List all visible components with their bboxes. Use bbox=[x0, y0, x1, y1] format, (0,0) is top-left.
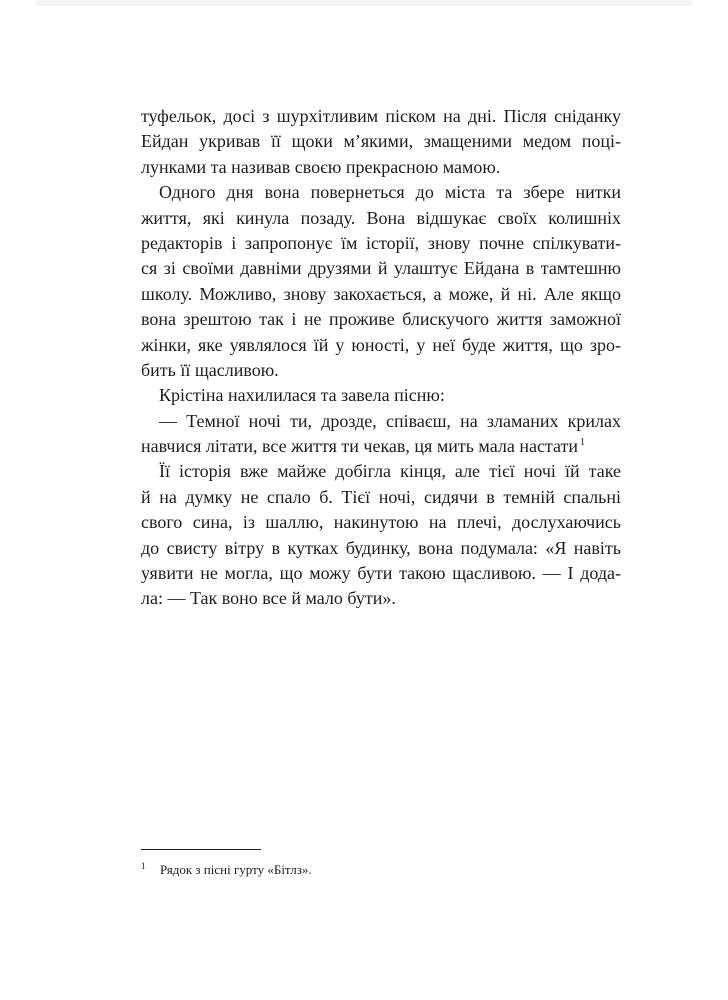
text-line: — Темної ночі ти, дрозде, співаєш, на зламаних крилах bbox=[159, 410, 621, 431]
text-line: туфельок, досі з шурхітливим піском на дні. Після сніданку bbox=[141, 106, 621, 126]
footnote-text: Рядок з пісні гурту «Бітлз». bbox=[160, 862, 312, 877]
page-top-edge bbox=[36, 0, 692, 6]
footnote: 1 Рядок з пісні гурту «Бітлз». bbox=[141, 861, 312, 877]
footnote-marker: 1 bbox=[580, 437, 586, 449]
text-line: життя, які кинула позаду. Вона відшукає своїх колишніх bbox=[141, 207, 621, 228]
text-line: ся зі своїми давніми друзями й улаштує Ейдана в тамтешню bbox=[141, 258, 621, 279]
text-line-with-footnote bbox=[141, 434, 621, 459]
text-line: Ейдан укривав її щоки м’якими, змащеними медом поці- bbox=[141, 131, 621, 152]
text-line: лунками та називав своєю прекрасною мамою. bbox=[141, 156, 501, 177]
text-line: Одного дня вона повернеться до міста та збере нитки bbox=[159, 182, 621, 203]
text-line: й на думку не спало б. Тієї ночі, сидячи в темній спальні bbox=[141, 486, 621, 507]
text-line: уявити не могла, що можу бути такою щасливою. — І дода- bbox=[141, 563, 621, 584]
body-text bbox=[141, 104, 621, 612]
text-line: бить її щасливою. bbox=[141, 359, 279, 380]
text-line: жінки, яке уявлялося їй у юності, у неї буде життя, що зро- bbox=[141, 334, 621, 355]
text-fragment: навчися літати, все життя ти чекав, ця мить мала настати bbox=[141, 436, 579, 457]
text-line: редакторів і запропонує їм історії, знову почне спілкувати- bbox=[141, 232, 621, 253]
footnote-divider bbox=[141, 849, 261, 850]
text-line: вона зрештою так і не проживе блискучого життя заможної bbox=[141, 309, 621, 330]
text-line: свого сина, із шаллю, накинутою на плечі, дослухаючись bbox=[141, 512, 621, 533]
text-line: до свисту вітру в кутках будинку, вона подумала: «Я навіть bbox=[141, 537, 621, 558]
text-line: Крістіна нахилилася та завела пісню: bbox=[159, 385, 445, 406]
text-line: ла: — Так воно все й мало бути». bbox=[141, 588, 396, 609]
text-line: Її історія вже майже добігла кінця, але тієї ночі їй таке bbox=[159, 461, 621, 482]
text-line: школу. Можливо, знову закохається, а може, й ні. Але якщо bbox=[141, 283, 621, 304]
